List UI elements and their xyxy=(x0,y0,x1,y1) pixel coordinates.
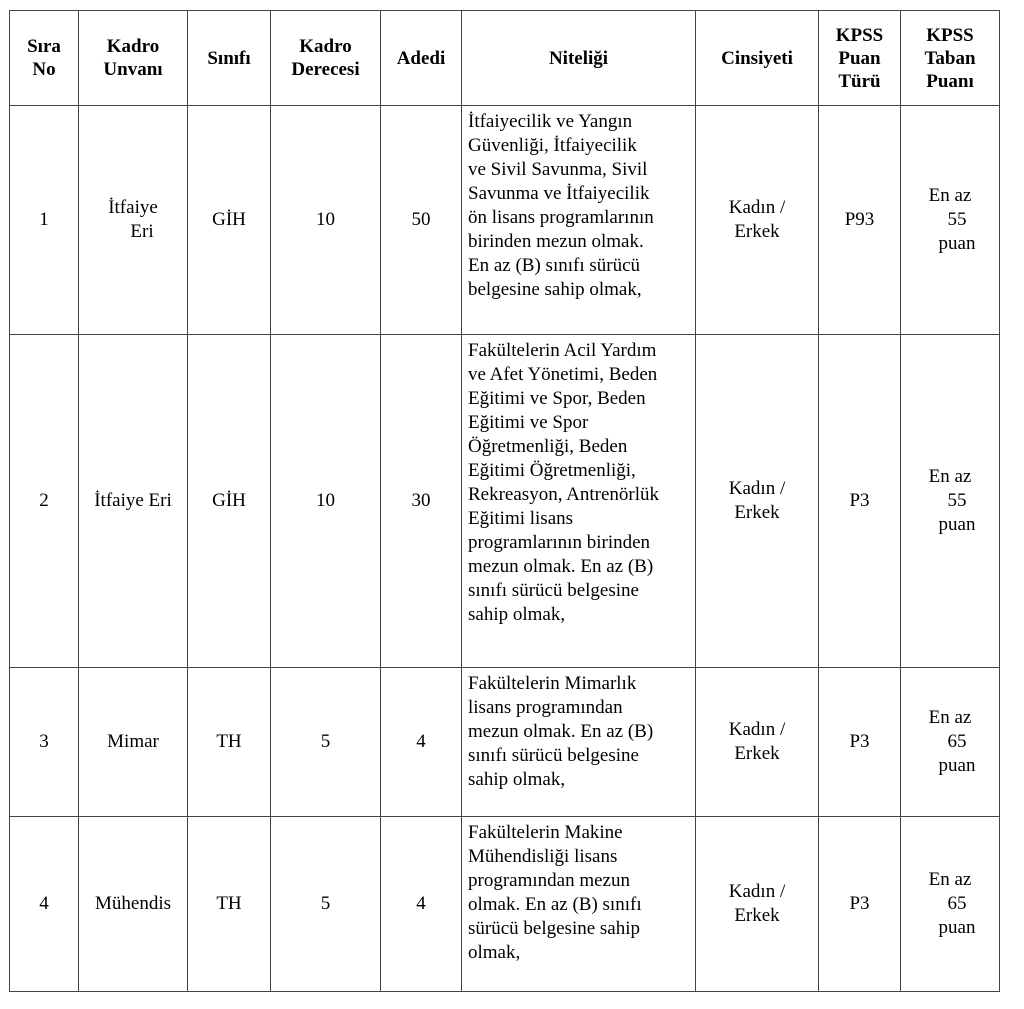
header-sira-no: Sıra No xyxy=(10,11,79,106)
cell-taban-puan: En az 65 puan xyxy=(901,668,1000,817)
cell-sinifi: TH xyxy=(188,668,271,817)
header-sinifi: Sınıfı xyxy=(188,11,271,106)
cell-nitelik: Fakültelerin Acil Yardım ve Afet Yönetimi, Beden Eğitimi ve Spor, Beden Eğitimi ve Spor Öğretmenliği, Beden Eğitimi Öğretmenliği, Rekreasyon, Antrenörlük Eğitimi lisans programlarının birinden mezun olmak. En az (B) sınıfı sürücü belgesine sahip olmak, xyxy=(462,335,696,668)
cell-unvan: Mimar xyxy=(79,668,188,817)
cell-adet: 30 xyxy=(381,335,462,668)
cell-sira: 1 xyxy=(10,106,79,335)
cell-derece: 10 xyxy=(271,106,381,335)
cell-cinsiyet: Kadın / Erkek xyxy=(696,106,819,335)
cell-nitelik: Fakültelerin Mimarlık lisans programından mezun olmak. En az (B) sınıfı sürücü belgesine sahip olmak, xyxy=(462,668,696,817)
cell-adet: 4 xyxy=(381,668,462,817)
header-kadro-unvani: Kadro Unvanı xyxy=(79,11,188,106)
positions-table xyxy=(9,10,1000,992)
cell-taban-puan: En az 65 puan xyxy=(901,817,1000,992)
table-row xyxy=(10,106,1000,335)
cell-sinifi: GİH xyxy=(188,106,271,335)
cell-taban-puan: En az 55 puan xyxy=(901,335,1000,668)
cell-unvan: Mühendis xyxy=(79,817,188,992)
cell-puan-turu: P3 xyxy=(819,817,901,992)
cell-cinsiyet: Kadın / Erkek xyxy=(696,817,819,992)
cell-sinifi: GİH xyxy=(188,335,271,668)
cell-cinsiyet: Kadın / Erkek xyxy=(696,668,819,817)
cell-unvan: İtfaiye Eri xyxy=(79,106,188,335)
cell-derece: 5 xyxy=(271,817,381,992)
header-adedi: Adedi xyxy=(381,11,462,106)
header-kadro-derecesi: Kadro Derecesi xyxy=(271,11,381,106)
cell-sira: 4 xyxy=(10,817,79,992)
cell-adet: 50 xyxy=(381,106,462,335)
header-kpss-puan-turu: KPSS Puan Türü xyxy=(819,11,901,106)
cell-puan-turu: P3 xyxy=(819,668,901,817)
cell-derece: 10 xyxy=(271,335,381,668)
cell-sinifi: TH xyxy=(188,817,271,992)
header-cinsiyeti: Cinsiyeti xyxy=(696,11,819,106)
cell-unvan: İtfaiye Eri xyxy=(79,335,188,668)
cell-cinsiyet: Kadın / Erkek xyxy=(696,335,819,668)
cell-puan-turu: P93 xyxy=(819,106,901,335)
table-row xyxy=(10,817,1000,992)
header-niteligi: Niteliği xyxy=(462,11,696,106)
cell-sira: 2 xyxy=(10,335,79,668)
header-kpss-taban-puani: KPSS Taban Puanı xyxy=(901,11,1000,106)
cell-nitelik: İtfaiyecilik ve Yangın Güvenliği, İtfaiyecilik ve Sivil Savunma, Sivil Savunma ve İtfaiyecilik ön lisans programlarının birinden mezun olmak. En az (B) sınıfı sürücü belgesine sahip olmak, xyxy=(462,106,696,335)
cell-puan-turu: P3 xyxy=(819,335,901,668)
table-row xyxy=(10,668,1000,817)
cell-sira: 3 xyxy=(10,668,79,817)
cell-derece: 5 xyxy=(271,668,381,817)
cell-taban-puan: En az 55 puan xyxy=(901,106,1000,335)
cell-adet: 4 xyxy=(381,817,462,992)
header-row xyxy=(10,11,1000,106)
table-row xyxy=(10,335,1000,668)
cell-nitelik: Fakültelerin Makine Mühendisliği lisans programından mezun olmak. En az (B) sınıfı sürücü belgesine sahip olmak, xyxy=(462,817,696,992)
